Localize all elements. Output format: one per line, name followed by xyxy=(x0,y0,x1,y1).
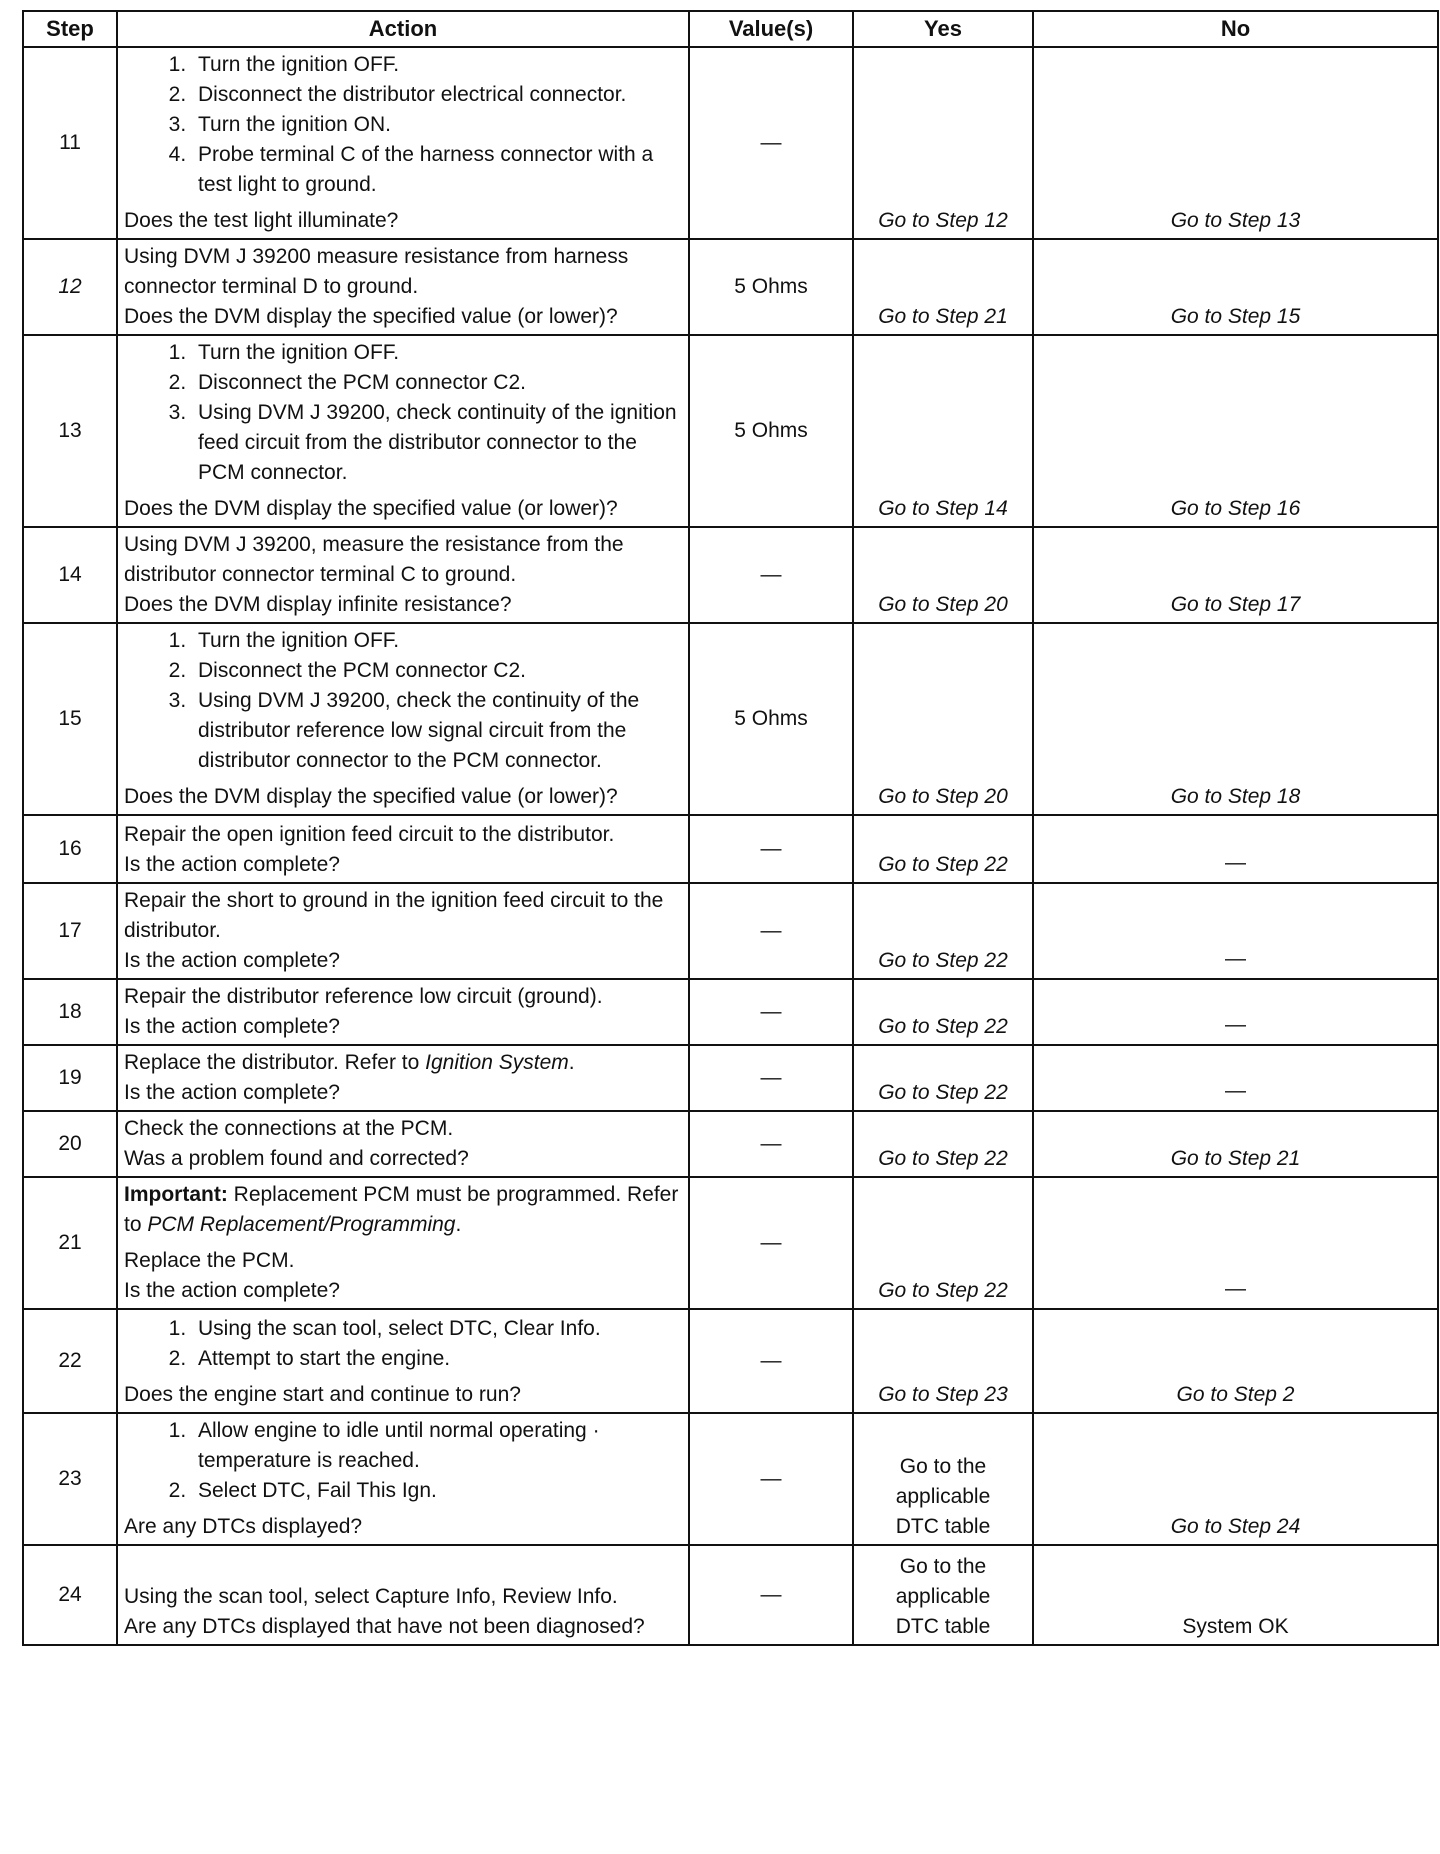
value-cell: — xyxy=(689,47,853,239)
table-row-step-12 xyxy=(23,239,1438,335)
action-cell xyxy=(117,47,689,239)
no-cell: Go to Step 21 xyxy=(1033,1111,1438,1177)
action-cell xyxy=(117,883,689,979)
no-cell: Go to Step 16 xyxy=(1033,335,1438,527)
action-step-item: 2. Disconnect the PCM connector C2. xyxy=(192,368,682,398)
table-row-step-20 xyxy=(23,1111,1438,1177)
step-number: 23 xyxy=(23,1413,117,1545)
reference-link[interactable]: Ignition System xyxy=(425,1051,569,1074)
step-number: 19 xyxy=(23,1045,117,1111)
value-cell: — xyxy=(689,1111,853,1177)
action-step-item: 2. Disconnect the distributor electrical connector. xyxy=(192,80,682,110)
yes-cell: Go to Step 14 xyxy=(853,335,1033,527)
header-values: Value(s) xyxy=(689,11,853,47)
action-text: Check the connections at the PCM. xyxy=(124,1117,454,1140)
table-row-step-23 xyxy=(23,1413,1438,1545)
table-row-step-22 xyxy=(23,1309,1438,1413)
action-steps xyxy=(124,1416,682,1506)
action-question: Does the DVM display the specified value (or lower)? xyxy=(124,785,618,808)
action-text: Using the scan tool, select Capture Info, Review Info. xyxy=(124,1585,618,1608)
action-question: Does the test light illuminate? xyxy=(124,209,399,232)
table-row-step-16 xyxy=(23,815,1438,883)
action-cell xyxy=(117,815,689,883)
yes-cell: Go to Step 20 xyxy=(853,623,1033,815)
action-question: Does the DVM display the specified value (or lower)? xyxy=(124,497,618,520)
header-yes: Yes xyxy=(853,11,1033,47)
action-text: Using DVM J 39200 measure resistance from harness connector terminal D to ground. xyxy=(124,245,629,298)
table-row-step-18 xyxy=(23,979,1438,1045)
header-no: No xyxy=(1033,11,1438,47)
action-step-item: 3. Turn the ignition ON. xyxy=(192,110,682,140)
action-cell xyxy=(117,623,689,815)
action-cell xyxy=(117,1111,689,1177)
action-steps xyxy=(124,338,682,488)
action-question: Was a problem found and corrected? xyxy=(124,1147,469,1170)
yes-cell: Go to Step 22 xyxy=(853,1045,1033,1111)
action-question: Are any DTCs displayed that have not been diagnosed? xyxy=(124,1615,645,1638)
value-cell: 5 Ohms xyxy=(689,335,853,527)
no-cell: — xyxy=(1033,883,1438,979)
diagnostic-table xyxy=(22,10,1439,1646)
no-cell: Go to Step 17 xyxy=(1033,527,1438,623)
action-step-item: 3. Using DVM J 39200, check continuity of the ignition feed circuit from the distributor connector to the PCM connector. xyxy=(192,398,682,488)
table-row-step-11 xyxy=(23,47,1438,239)
action-question: Does the DVM display the specified value (or lower)? xyxy=(124,305,618,328)
action-step-item: 1. Turn the ignition OFF. xyxy=(192,338,682,368)
step-number: 12 xyxy=(23,239,117,335)
action-step-item: 2. Disconnect the PCM connector C2. xyxy=(192,656,682,686)
yes-cell: Go to Step 23 xyxy=(853,1309,1033,1413)
yes-cell: Go to Step 12 xyxy=(853,47,1033,239)
action-step-item: 1. Turn the ignition OFF. xyxy=(192,626,682,656)
action-question: Is the action complete? xyxy=(124,853,340,876)
action-cell xyxy=(117,335,689,527)
yes-cell: Go to Step 22 xyxy=(853,1111,1033,1177)
table-header-row xyxy=(23,11,1438,47)
action-cell xyxy=(117,1045,689,1111)
action-cell xyxy=(117,527,689,623)
no-cell: Go to Step 2 xyxy=(1033,1309,1438,1413)
no-cell: — xyxy=(1033,1045,1438,1111)
yes-cell: Go to Step 20 xyxy=(853,527,1033,623)
action-question: Is the action complete? xyxy=(124,1015,340,1038)
no-cell: System OK xyxy=(1033,1545,1438,1645)
important-text: Replacement PCM must be programmed. Refer to xyxy=(124,1183,679,1236)
action-question: Does the DVM display infinite resistance? xyxy=(124,593,512,616)
value-cell: — xyxy=(689,1545,853,1645)
yes-cell: Go to the applicable DTC table xyxy=(853,1413,1033,1545)
action-question: Is the action complete? xyxy=(124,1081,340,1104)
table-row-step-13 xyxy=(23,335,1438,527)
no-cell: Go to Step 15 xyxy=(1033,239,1438,335)
value-cell: — xyxy=(689,1309,853,1413)
value-cell: — xyxy=(689,1045,853,1111)
value-cell: 5 Ohms xyxy=(689,239,853,335)
step-number: 18 xyxy=(23,979,117,1045)
table-row-step-24 xyxy=(23,1545,1438,1645)
diagnostic-table-sheet xyxy=(22,10,1437,1646)
table-row-step-21 xyxy=(23,1177,1438,1309)
no-cell: — xyxy=(1033,1177,1438,1309)
action-cell xyxy=(117,1309,689,1413)
yes-cell: Go to the applicable DTC table xyxy=(853,1545,1033,1645)
header-action: Action xyxy=(117,11,689,47)
value-cell: — xyxy=(689,1177,853,1309)
no-cell: Go to Step 13 xyxy=(1033,47,1438,239)
yes-cell: Go to Step 21 xyxy=(853,239,1033,335)
action-text: Using DVM J 39200, measure the resistance from the distributor connector terminal C to ground. xyxy=(124,533,624,586)
action-steps xyxy=(124,626,682,776)
action-step-item: 1. Turn the ignition OFF. xyxy=(192,50,682,80)
action-cell xyxy=(117,1413,689,1545)
no-cell: Go to Step 24 xyxy=(1033,1413,1438,1545)
step-number: 11 xyxy=(23,47,117,239)
step-number: 20 xyxy=(23,1111,117,1177)
value-cell: — xyxy=(689,979,853,1045)
action-step-item: 2. Select DTC, Fail This Ign. xyxy=(192,1476,682,1506)
reference-link[interactable]: PCM Replacement/Programming xyxy=(147,1213,456,1236)
table-row-step-15 xyxy=(23,623,1438,815)
step-number: 21 xyxy=(23,1177,117,1309)
action-question: Are any DTCs displayed? xyxy=(124,1515,363,1538)
yes-cell: Go to Step 22 xyxy=(853,815,1033,883)
important-text-end: . xyxy=(455,1213,462,1236)
action-step-item: 3. Using DVM J 39200, check the continuity of the distributor reference low signal circuit from the distributor connector to the PCM connector. xyxy=(192,686,682,776)
action-steps xyxy=(124,50,682,200)
action-cell xyxy=(117,1177,689,1309)
yes-cell: Go to Step 22 xyxy=(853,1177,1033,1309)
action-text: Repair the open ignition feed circuit to the distributor. xyxy=(124,823,615,846)
yes-cell: Go to Step 22 xyxy=(853,883,1033,979)
action-cell xyxy=(117,979,689,1045)
no-cell: — xyxy=(1033,979,1438,1045)
table-row-step-14 xyxy=(23,527,1438,623)
action-text: Repair the short to ground in the ignition feed circuit to the distributor. xyxy=(124,889,664,942)
table-row-step-19 xyxy=(23,1045,1438,1111)
action-text-lead: Replace the distributor. Refer to xyxy=(124,1051,426,1074)
step-number: 24 xyxy=(23,1545,117,1645)
step-number: 17 xyxy=(23,883,117,979)
step-number: 16 xyxy=(23,815,117,883)
action-steps xyxy=(124,1314,682,1374)
action-step-item: 2. Attempt to start the engine. xyxy=(192,1344,682,1374)
action-step-item: 4. Probe terminal C of the harness connector with a test light to ground. xyxy=(192,140,682,200)
action-question: Does the engine start and continue to run? xyxy=(124,1383,521,1406)
step-number: 15 xyxy=(23,623,117,815)
header-step: Step xyxy=(23,11,117,47)
value-cell: — xyxy=(689,527,853,623)
table-row-step-17 xyxy=(23,883,1438,979)
action-question: Is the action complete? xyxy=(124,949,340,972)
action-cell xyxy=(117,1545,689,1645)
yes-cell: Go to Step 22 xyxy=(853,979,1033,1045)
action-text: Replace the PCM. xyxy=(124,1249,295,1272)
step-number: 22 xyxy=(23,1309,117,1413)
action-text xyxy=(124,1048,682,1078)
value-cell: 5 Ohms xyxy=(689,623,853,815)
important-note xyxy=(124,1180,682,1240)
action-question: Is the action complete? xyxy=(124,1279,340,1302)
step-number: 13 xyxy=(23,335,117,527)
important-label: Important: xyxy=(124,1183,228,1206)
action-text-end: . xyxy=(568,1051,575,1074)
no-cell: — xyxy=(1033,815,1438,883)
action-step-item: 1. Allow engine to idle until normal operating · temperature is reached. xyxy=(192,1416,682,1476)
value-cell: — xyxy=(689,1413,853,1545)
step-number: 14 xyxy=(23,527,117,623)
no-cell: Go to Step 18 xyxy=(1033,623,1438,815)
value-cell: — xyxy=(689,815,853,883)
action-text: Repair the distributor reference low circuit (ground). xyxy=(124,985,603,1008)
value-cell: — xyxy=(689,883,853,979)
action-cell xyxy=(117,239,689,335)
action-step-item: 1. Using the scan tool, select DTC, Clear Info. xyxy=(192,1314,682,1344)
